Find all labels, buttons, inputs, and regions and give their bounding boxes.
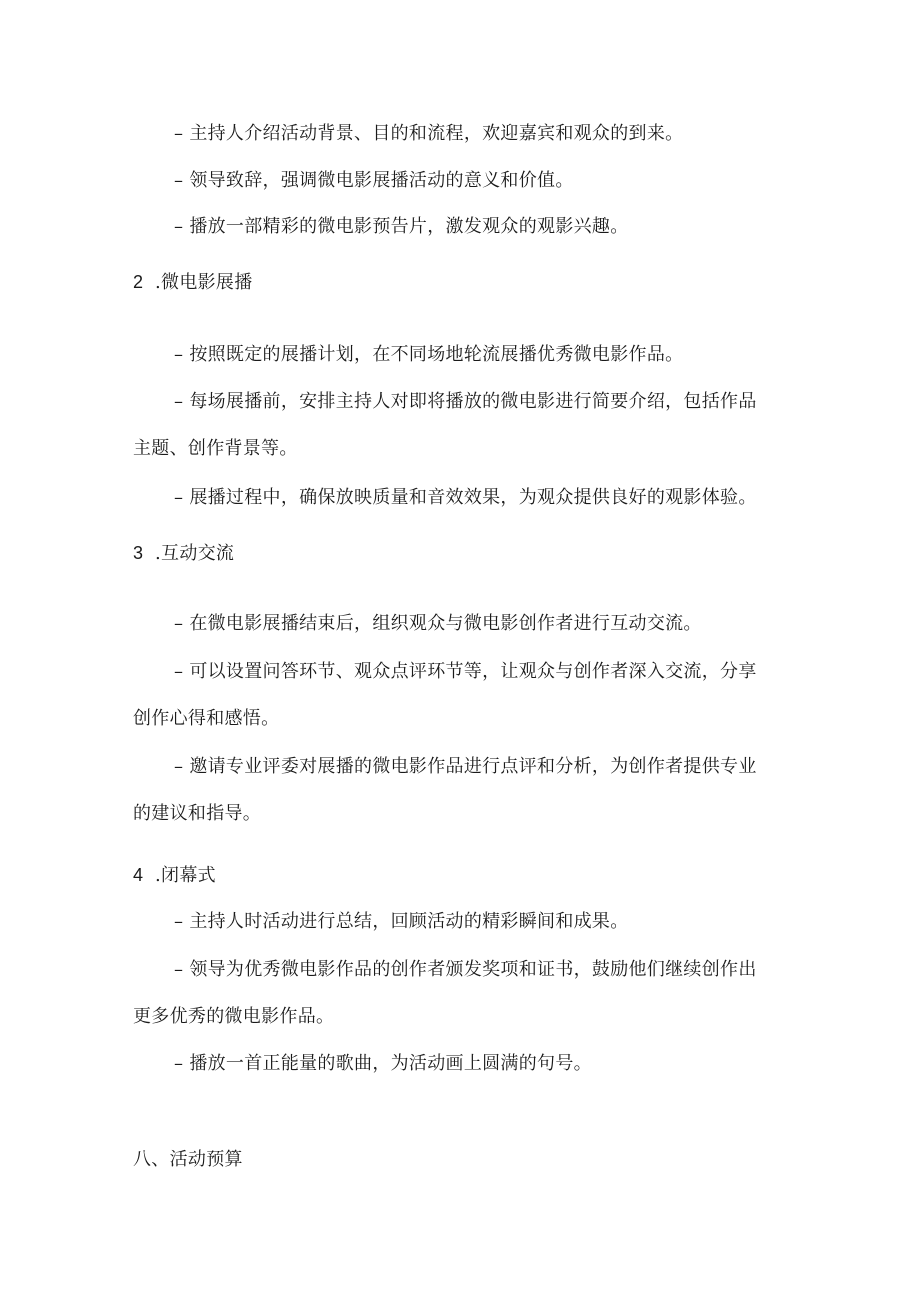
section3-item-2-line-2: 创作心得和感悟。 (133, 708, 280, 729)
opening-item-2: – 领导致辞，强调微电影展播活动的意义和价值。 (174, 170, 574, 191)
section-heading-3 (133, 541, 234, 566)
section4-item-2-line-2: 更多优秀的微电影作品。 (133, 1006, 335, 1027)
section2-item-2-line-1: – 每场展播前，安排主持人对即将播放的微电影进行简要介绍，包括作品 (174, 391, 757, 412)
section-heading-2 (133, 270, 253, 295)
section4-item-1: – 主持人时活动进行总结，回顾活动的精彩瞬间和成果。 (174, 911, 629, 932)
section-number: 2 (133, 272, 144, 292)
section-title: .互动交流 (155, 543, 235, 564)
section3-item-3-line-2: 的建议和指导。 (133, 803, 262, 824)
section2-item-3: – 展播过程中，确保放映质量和音效效果，为观众提供良好的观影体验。 (174, 487, 757, 508)
section2-item-2-line-2: 主题、创作背景等。 (133, 438, 298, 459)
section-heading-4 (133, 863, 216, 888)
section3-item-1: – 在微电影展播结束后，组织观众与微电影创作者进行互动交流。 (174, 613, 702, 634)
section4-item-2-line-1: – 领导为优秀微电影作品的创作者颁发奖项和证书，鼓励他们继续创作出 (174, 959, 757, 980)
section4-item-3: – 播放一首正能量的歌曲，为活动画上圆满的句号。 (174, 1053, 592, 1074)
opening-item-3: – 播放一部精彩的微电影预告片，激发观众的观影兴趣。 (174, 216, 629, 237)
opening-item-1: – 主持人介绍活动背景、目的和流程，欢迎嘉宾和观众的到来。 (174, 123, 684, 144)
section3-item-2-line-1: – 可以设置问答环节、观众点评环节等，让观众与创作者深入交流，分享 (174, 661, 757, 682)
section3-item-3-line-1: – 邀请专业评委对展播的微电影作品进行点评和分析，为创作者提供专业 (174, 756, 757, 777)
section-number: 3 (133, 543, 144, 563)
section2-item-1: – 按照既定的展播计划，在不同场地轮流展播优秀微电影作品。 (174, 344, 684, 365)
section-heading-8: 八、活动预算 (133, 1149, 243, 1170)
section-title: .闭幕式 (155, 865, 216, 886)
section-title: .微电影展播 (155, 272, 253, 293)
section-number: 4 (133, 865, 144, 885)
